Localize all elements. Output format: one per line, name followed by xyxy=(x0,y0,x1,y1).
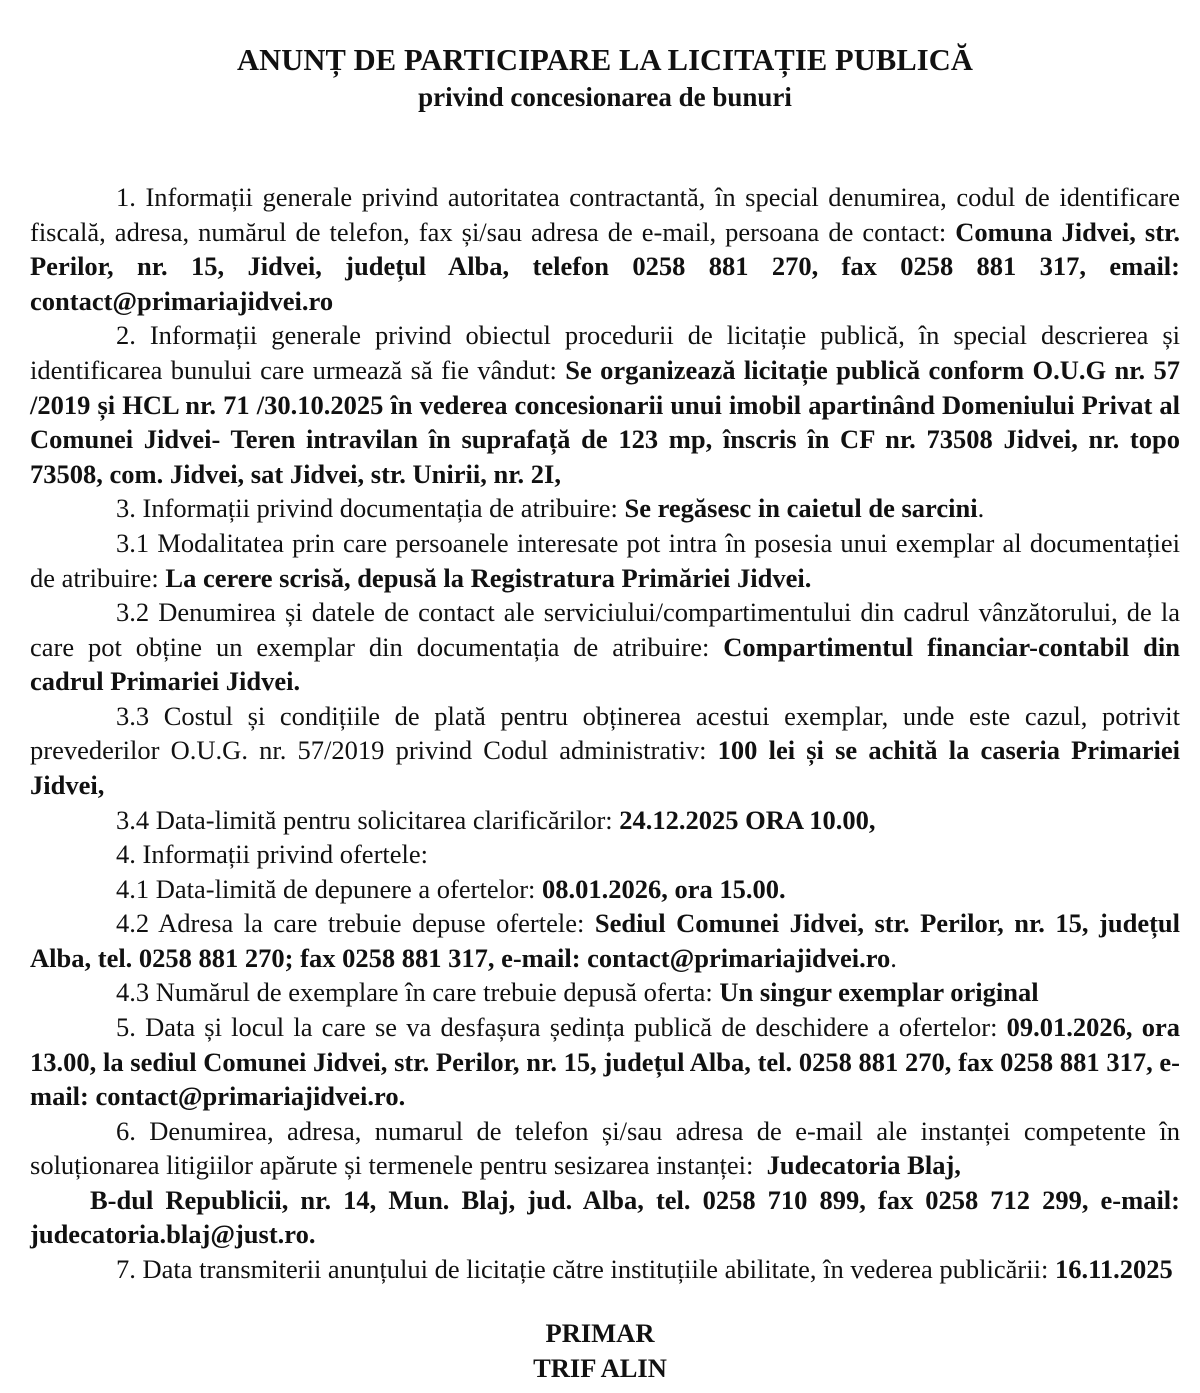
section-1-value: Comuna Jidvei, str. Perilor, nr. 15, Jidvei, județul Alba, telefon 0258 881 270, fax 0258 881 317, email: contact@primariajidvei.ro xyxy=(30,216,1180,316)
section-3-3-value: 100 lei și se achită la caseria Primariei Jidvei, xyxy=(30,735,1181,800)
section-3-2-label: 3.2 Denumirea și datele de contact ale serviciului/compartimentului din cadrul vânzătorului, de la care pot obține un exemplar din documentația de atribuire: xyxy=(30,597,1180,662)
section-4-2-trailing: . xyxy=(890,942,897,973)
section-6-value: Judecatoria Blaj, xyxy=(766,1150,961,1181)
section-4-3 xyxy=(30,975,1180,1010)
section-7-value: 16.11.2025 xyxy=(1054,1254,1173,1285)
section-1-label: 1. Informații generale privind autoritatea contractantă, în special denumirea, codul de identificare fiscală, adresa, numărul de telefon, fax și/sau adresa de e-mail, persoana de contact: xyxy=(30,182,1180,247)
section-4-3-label: 4.3 Numărul de exemplare în care trebuie depusă oferta: xyxy=(116,977,713,1008)
section-6 xyxy=(30,1114,1180,1183)
section-1 xyxy=(30,180,1180,318)
section-3-trailing: . xyxy=(977,493,985,524)
section-4-2-label: 4.2 Adresa la care trebuie depuse ofertele: xyxy=(116,908,585,939)
section-2 xyxy=(30,318,1180,491)
section-4 xyxy=(30,837,1180,872)
section-3-1-value: La cerere scrisă, depusă la Registratura Primăriei Jidvei. xyxy=(165,562,812,593)
document-title xyxy=(30,42,1180,114)
section-7-label: 7. Data transmiterii anunțului de licitație către instituțiile abilitate, în vederea publicării: xyxy=(116,1254,1049,1285)
section-3-3 xyxy=(30,699,1180,803)
section-6-value-2: B-dul Republicii, nr. 14, Mun. Blaj, jud. Alba, tel. 0258 710 899, fax 0258 712 299, e-mail: judecatoria.blaj@just.ro. xyxy=(30,1184,1180,1250)
section-4-2 xyxy=(30,906,1180,975)
section-3-4-value: 24.12.2025 ORA 10.00, xyxy=(619,804,876,835)
signature-name: TRIF ALIN xyxy=(533,1352,667,1383)
section-7 xyxy=(30,1252,1180,1287)
signature-block xyxy=(0,1316,1200,1385)
section-3-1 xyxy=(30,526,1180,595)
section-2-value: Se organizează licitație publică conform O.U.G nr. 57 /2019 și HCL nr. 71 /30.10.2025 în vederea concesionarii unui imobil apartinând Domeniului Privat al Comunei Jidvei- Teren intravilan în suprafață de 123 mp, înscris în CF nr. 73508 Jidvei, nr. topo 73508, com. Jidvei, sat Jidvei, str. Unirii, nr. 2I, xyxy=(30,355,1180,489)
section-3-value: Se regăsesc in caietul de sarcini xyxy=(624,493,978,524)
document-body xyxy=(30,180,1180,1287)
section-2-label: 2. Informații generale privind obiectul procedurii de licitație publică, în special descrierea și identificarea bunului care urmează să fie vândut: xyxy=(30,320,1180,386)
section-4-1 xyxy=(30,872,1180,907)
section-3-2 xyxy=(30,595,1180,699)
section-6-label: 6. Denumirea, adresa, numarul de telefon și/sau adresa de e-mail ale instanței competente în soluționarea litigiilor apărute și termenele pentru sesizarea instanței: xyxy=(30,1115,1180,1181)
section-5-label: 5. Data și locul la care se va desfașura ședința publică de deschidere a ofertelor: xyxy=(116,1012,998,1043)
section-4-1-label: 4.1 Data-limită de depunere a ofertelor: xyxy=(116,873,536,904)
section-3-3-label: 3.3 Costul și condițiile de plată pentru obținerea acestui exemplar, unde este cazul, potrivit prevederilor O.U.G. nr. 57/2019 privind Codul administrativ: xyxy=(30,700,1180,766)
section-4-label: 4. Informații privind ofertele: xyxy=(116,839,429,870)
section-5 xyxy=(30,1010,1180,1114)
section-3-4-label: 3.4 Data-limită pentru solicitarea clarificărilor: xyxy=(116,804,613,835)
title-line-secondary: privind concesionarea de bunuri xyxy=(418,82,792,113)
section-4-1-value: 08.01.2026, ora 15.00. xyxy=(542,873,786,904)
signature-role: PRIMAR xyxy=(545,1318,655,1349)
section-3-2-value: Compartimentul financiar-contabil din cadrul Primariei Jidvei. xyxy=(30,631,1181,697)
section-5-value: 09.01.2026, ora 13.00, la sediul Comunei Jidvei, str. Perilor, nr. 15, județul Alba, tel. 0258 881 270, fax 0258 881 317, e-mail: contact@primariajidvei.ro. xyxy=(30,1012,1180,1112)
section-6-address xyxy=(30,1183,1180,1252)
section-3-1-label: 3.1 Modalitatea prin care persoanele interesate pot intra în posesia unui exemplar al documentației de atribuire: xyxy=(30,527,1180,593)
section-3-label: 3. Informații privind documentația de atribuire: xyxy=(116,493,618,524)
title-line-primary: ANUNȚ DE PARTICIPARE LA LICITAȚIE PUBLICĂ xyxy=(237,43,973,77)
section-4-3-value: Un singur exemplar original xyxy=(719,977,1039,1008)
section-3-4 xyxy=(30,803,1180,838)
section-3 xyxy=(30,491,1180,526)
section-4-2-value: Sediul Comunei Jidvei, str. Perilor, nr. 15, județul Alba, tel. 0258 881 270; fax 0258 881 317, e-mail: contact@primariajidvei.ro xyxy=(30,908,1181,973)
